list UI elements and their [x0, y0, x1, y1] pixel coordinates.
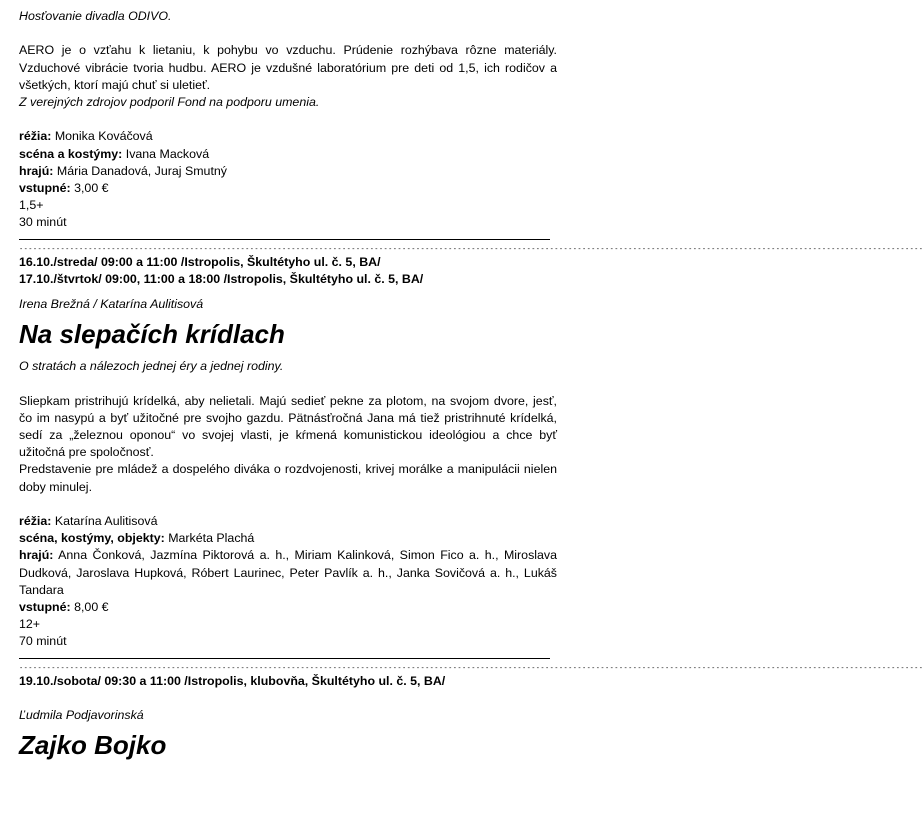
show-date-line: 17.10./štvrtok/ 09:00, 11:00 a 18:00 /Istropolis, Škultétyho ul. č. 5, BA/: [19, 271, 424, 286]
credit-label: hrajú:: [19, 163, 54, 178]
credit-label: scéna, kostýmy, objekty:: [19, 531, 165, 546]
show-description: Sliepkam pristrihujú krídelká, aby nelietali. Majú sedieť pekne za plotom, na svojom dvore, jesť, čo im nasypú a byť užitočné pre svojho gazdu. Pätnásťročná Jana má tiež pristrihnuté krídelká, sedí za „železnou oponou“ vo svojej vlasti, je kŕmená komunistickou ideológiou a chce byť užitočná pre spoločnosť.: [19, 393, 557, 460]
show-title: Zajko Bojko: [19, 730, 167, 761]
age-rating: 12+: [19, 617, 41, 632]
credit-value: Markéta Plachá: [168, 531, 255, 546]
funding-note: Z verejných zdrojov podporil Fond na podporu umenia.: [19, 95, 320, 109]
show-date-line: 19.10./sobota/ 09:30 a 11:00 /Istropolis, klubovňa, Škultétyho ul. č. 5, BA/: [19, 673, 446, 688]
separator-dashes: ----------------------------------------------------------------------------------------------------------------------------------------------------------------------------------------------------: [19, 244, 923, 253]
separator-line: [19, 239, 550, 240]
show-na-slepacich-kridlach: [19, 254, 559, 651]
show-date-line: 16.10./streda/ 09:00 a 11:00 /Istropolis, Škultétyho ul. č. 5, BA/: [19, 254, 381, 269]
credit-label: scéna a kostýmy:: [19, 146, 123, 161]
show-title: Na slepačích krídlach: [19, 319, 285, 350]
credit-value: Monika Kováčová: [54, 129, 153, 144]
show-description: Predstavenie pre mládež a dospelého diváka o rozdvojenosti, krivej morálke a manipulácii nielen doby minulej.: [19, 462, 557, 494]
credit-value: Ivana Macková: [125, 146, 210, 161]
credit-value: 3,00 €: [74, 181, 109, 195]
host-line: Hosťovanie divadla ODIVO.: [19, 9, 172, 23]
credit-label: réžia:: [19, 514, 52, 529]
intro-description: AERO je o vzťahu k lietaniu, k pohybu vo vzduchu. Prúdenie rozhýbava rôzne materiály. Vzduchové vibrácie tvoria hudbu. AERO je vzdušné laboratórium pre deti od 1,5, ich rodičov a všetkých, ktorí majú chuť si uletieť.: [19, 43, 557, 92]
credit-value: Anna Čonková, Jazmína Piktorová a. h., Miriam Kalinková, Simon Fico a. h., Miroslava Dudková, Jaroslava Hupková, Róbert Laurinec, Peter Pavlík a. h., Janka Sovičová a. h., Lukáš Tandara: [19, 548, 557, 597]
credit-scene: [19, 530, 559, 547]
credit-price: [19, 180, 559, 197]
document-page: [19, 8, 923, 769]
intro-section: [19, 8, 559, 232]
credit-scene: [19, 146, 559, 163]
credit-label: vstupné:: [19, 181, 71, 195]
show-tagline: O stratách a nálezoch jednej éry a jednej rodiny.: [19, 359, 284, 374]
separator-line: [19, 658, 550, 659]
credit-value: Mária Danadová, Juraj Smutný: [56, 163, 227, 178]
duration: 30 minút: [19, 215, 67, 230]
credit-director: [19, 513, 559, 530]
credit-value: Katarína Aulitisová: [54, 514, 158, 529]
credit-label: vstupné:: [19, 600, 71, 615]
credit-label: réžia:: [19, 129, 52, 144]
show-zajko-bojko: [19, 673, 559, 764]
duration: 70 minút: [19, 634, 67, 649]
separator-dashes: ----------------------------------------------------------------------------------------------------------------------------------------------------------------------------------------------------: [19, 663, 923, 672]
credit-cast: [19, 547, 557, 599]
age-rating: 1,5+: [19, 198, 44, 213]
credit-price: [19, 599, 559, 616]
credit-value: 8,00 €: [74, 600, 109, 615]
credit-label: hrajú:: [19, 548, 54, 563]
show-authors: Ľudmila Podjavorinská: [19, 708, 144, 723]
show-authors: Irena Brežná / Katarína Aulitisová: [19, 297, 204, 312]
credit-director: [19, 128, 559, 145]
credit-cast: [19, 163, 559, 180]
